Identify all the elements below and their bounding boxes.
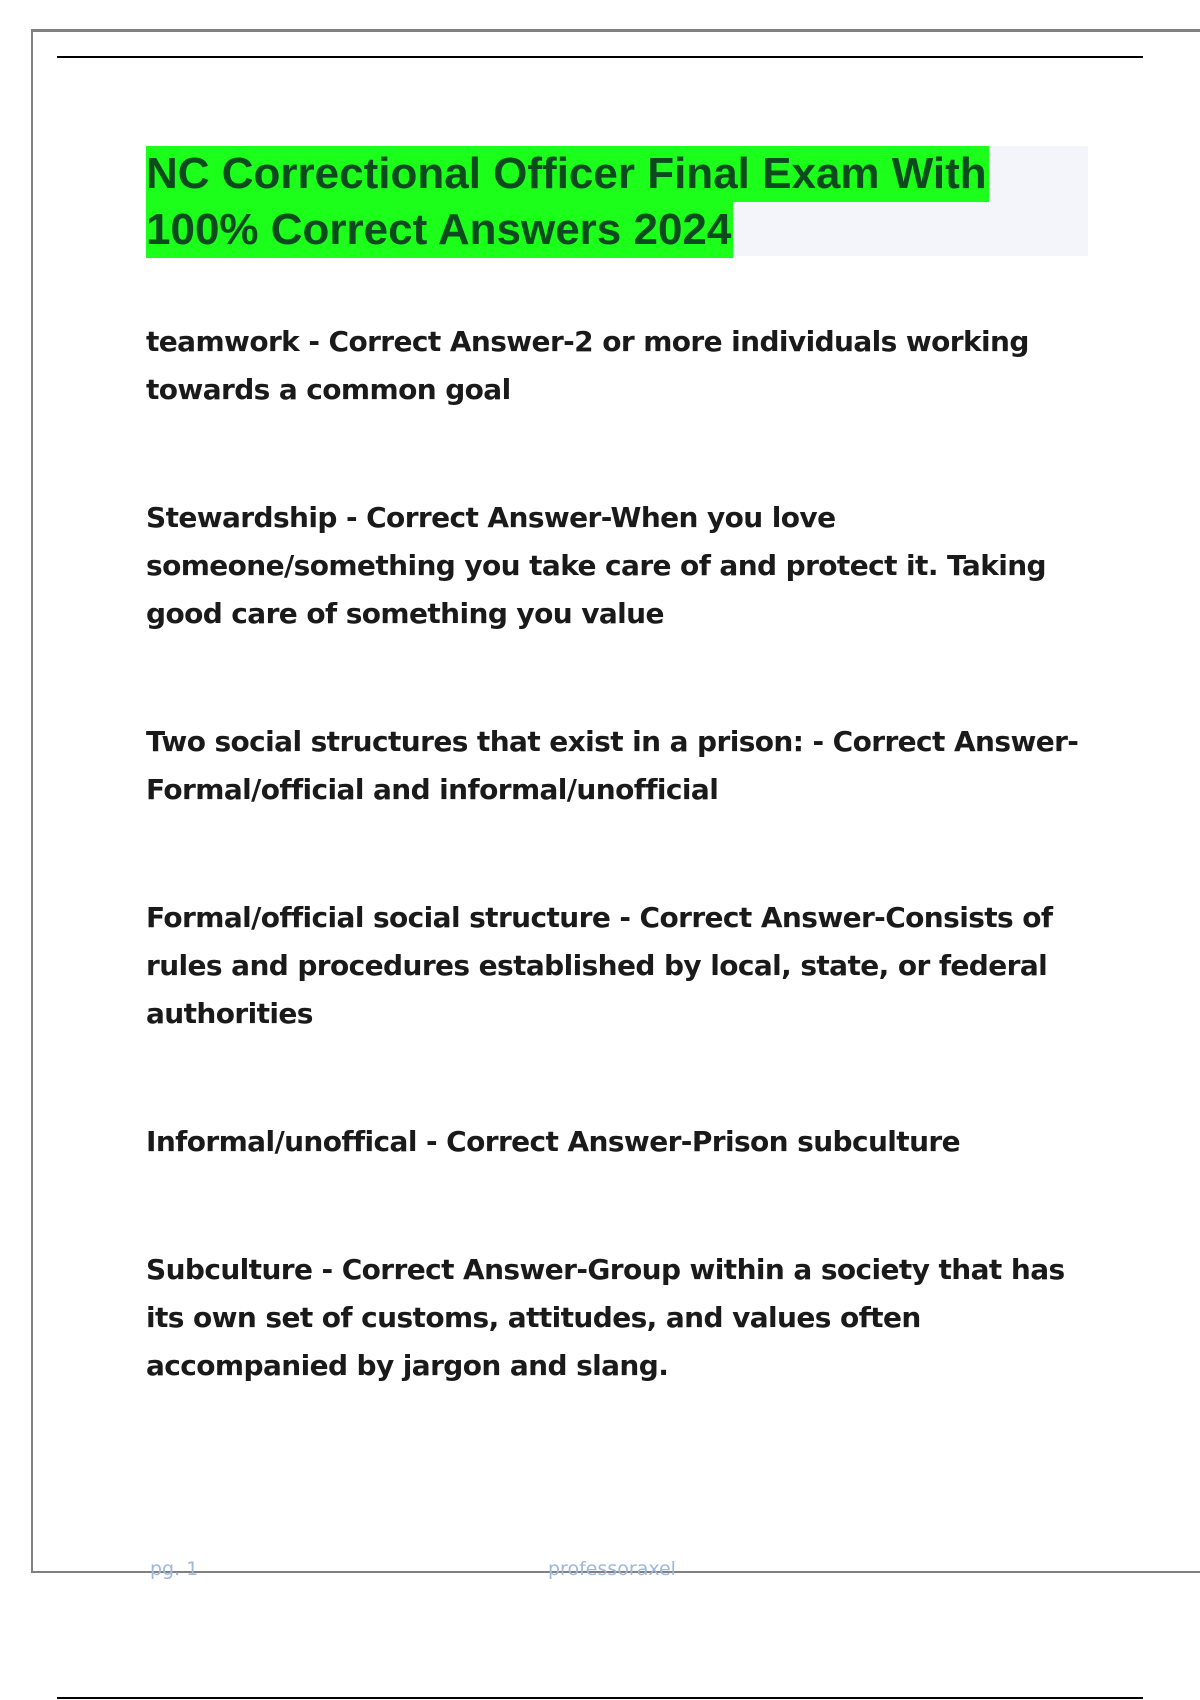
qa-item-subculture: Subculture - Correct Answer-Group within a society that has its own set of customs, attitudes, and values often accompanied by jargon and slang. bbox=[146, 1253, 1065, 1382]
next-page-rule bbox=[57, 1697, 1143, 1699]
qa-item-stewardship: Stewardship - Correct Answer-When you love someone/something you take care of and protect it. Taking good care of something you value bbox=[146, 501, 1046, 630]
qa-item-formal-structure: Formal/official social structure - Correct Answer-Consists of rules and procedures established by local, state, or federal authorities bbox=[146, 901, 1053, 1030]
qa-item-social-structures: Two social structures that exist in a prison: - Correct Answer-Formal/official and informal/unofficial bbox=[146, 725, 1079, 806]
footer-page-number: pg. 1 bbox=[150, 1558, 199, 1580]
qa-item-teamwork: teamwork - Correct Answer-2 or more individuals working towards a common goal bbox=[146, 325, 1029, 406]
title-block bbox=[146, 146, 1088, 256]
qa-list bbox=[146, 318, 1086, 1390]
document-title bbox=[146, 146, 1088, 258]
qa-item-informal: Informal/unoffical - Correct Answer-Prison subculture bbox=[146, 1125, 961, 1158]
title-line-2: 100% Correct Answers 2024 bbox=[146, 202, 733, 258]
header-rule bbox=[57, 56, 1143, 58]
title-line-1: NC Correctional Officer Final Exam With bbox=[146, 146, 989, 202]
footer-author: professoraxel bbox=[548, 1558, 676, 1580]
